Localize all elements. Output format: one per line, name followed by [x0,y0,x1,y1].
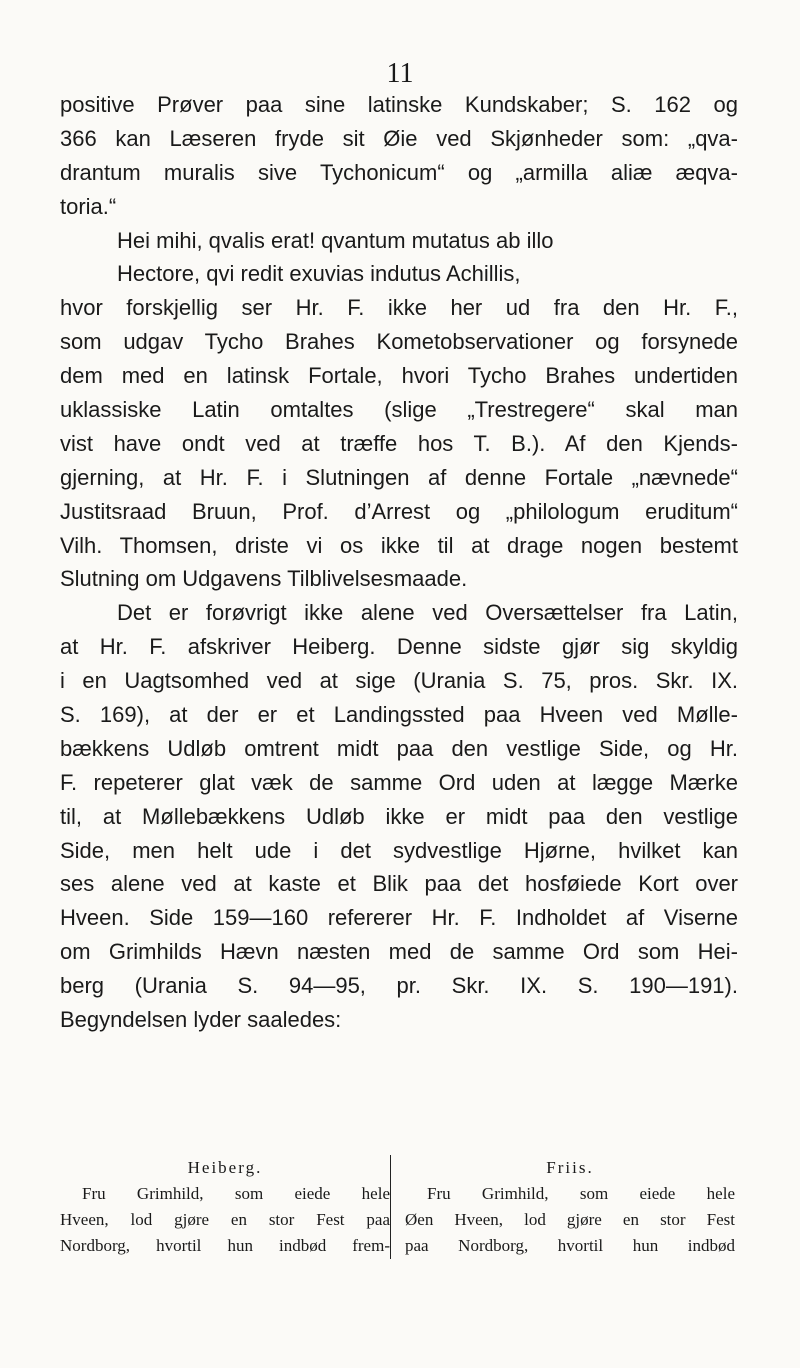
column-line: Fru Grimhild, som eiede hele [427,1184,735,1203]
body-text [60,88,738,1037]
text-line: uklassiske Latin omtaltes (slige „Trestregere“ skal man [60,397,738,423]
heiberg-column [60,1155,390,1259]
column-heading: Friis. [546,1158,594,1177]
text-line: at Hr. F. afskriver Heiberg. Denne sidste gjør sig skyldig [60,634,738,660]
column-line: Hveen, lod gjøre en stor Fest paa [60,1210,390,1229]
text-line: i en Uagtsomhed ved at sige (Urania S. 75, pros. Skr. IX. [60,668,738,694]
text-line: berg (Urania S. 94—95, pr. Skr. IX. S. 190—191). [60,973,738,999]
text-line: ses alene ved at kaste et Blik paa det hosføiede Kort over [60,871,738,897]
text-line: hvor forskjellig ser Hr. F. ikke her ud fra den Hr. F., [60,295,738,321]
latin-quote-line: Hectore, qvi redit exuvias indutus Achillis, [117,261,521,287]
text-line: drantum muralis sive Tychonicum“ og „armilla aliæ æqva- [60,159,738,185]
text-line: F. repeterer glat væk de samme Ord uden at lægge Mærke [60,769,738,795]
text-line: bækkens Udløb omtrent midt paa den vestlige Side, og Hr. [60,735,738,761]
text-line: 366 kan Læseren fryde sit Øie ved Skjønheder som: „qva- [60,125,738,151]
text-line: om Grimhilds Hævn næsten med de samme Ord som Hei- [60,939,738,965]
text-line: positive Prøver paa sine latinske Kundskaber; S. 162 og [60,92,738,117]
comparison-columns [60,1155,738,1259]
text-line: som udgav Tycho Brahes Kometobservationer og forsynede [60,329,738,355]
text-line: Det er forøvrigt ikke alene ved Oversættelser fra Latin, [117,600,738,626]
text-line: Side, men helt ude i det sydvestlige Hjørne, hvilket kan [60,837,738,863]
text-line: til, at Møllebækkens Udløb ikke er midt paa den vestlige [60,803,738,829]
text-line: Hveen. Side 159—160 refererer Hr. F. Indholdet af Viserne [60,905,738,931]
text-line: dem med en latinsk Fortale, hvori Tycho Brahes undertiden [60,363,738,389]
column-line: Øen Hveen, lod gjøre en stor Fest [405,1210,735,1229]
text-line: vist have ondt ved at træffe hos T. B.). Af den Kjends- [60,430,738,456]
friis-column [390,1155,735,1259]
text-line: gjerning, at Hr. F. i Slutningen af denne Fortale „nævnede“ [60,464,738,490]
text-line: Justitsraad Bruun, Prof. d’Arrest og „philologum eruditum“ [60,498,738,524]
column-heading: Heiberg. [187,1158,263,1177]
column-line: Nordborg, hvortil hun indbød frem- [60,1236,390,1255]
latin-quote-line: Hei mihi, qvalis erat! qvantum mutatus ab illo [117,227,554,253]
page-number: 11 [386,58,414,89]
text-line: S. 169), at der er et Landingssted paa Hveen ved Mølle- [60,702,738,728]
column-line: Fru Grimhild, som eiede hele [82,1184,390,1203]
column-line: paa Nordborg, hvortil hun indbød [405,1236,735,1255]
text-line: toria.“ [60,193,117,219]
text-line: Slutning om Udgavens Tilblivelsesmaade. [60,566,468,592]
text-line: Begyndelsen lyder saaledes: [60,1007,342,1033]
text-line: Vilh. Thomsen, driste vi os ikke til at drage nogen bestemt [60,532,738,558]
